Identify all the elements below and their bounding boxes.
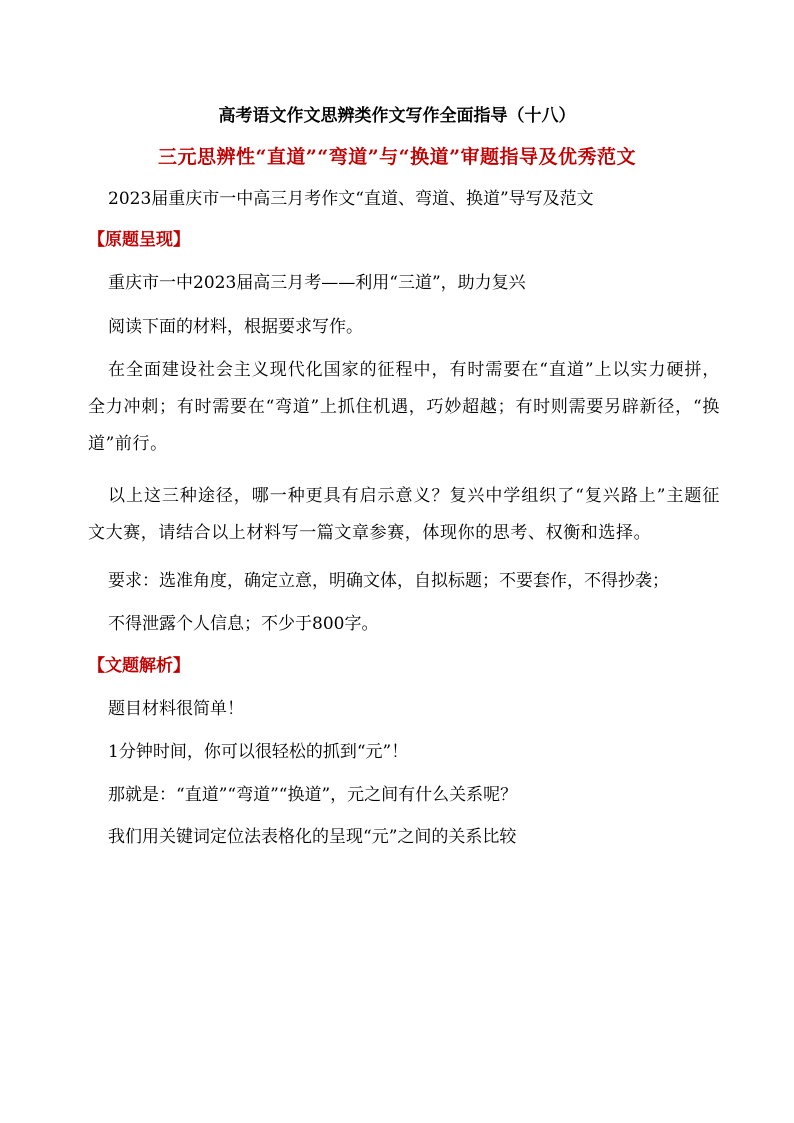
section-heading-analysis: 【文题解析】 xyxy=(88,656,190,676)
material-paragraph: 在全面建设社会主义现代化国家的征程中，有时需要在“直道”上以实力硬拼，全力冲刺；有时需要在“弯道”上抓住机遇，巧妙超越；有时则需要另辟新径，“换道”前行。 xyxy=(88,360,720,454)
analysis-line-2: 1分钟时间，你可以很轻松的抓到“元”！ xyxy=(108,742,409,762)
analysis-line-4: 我们用关键词定位法表格化的呈现“元”之间的关系比较 xyxy=(108,827,517,847)
document-title: 高考语文作文思辨类作文写作全面指导（十八） xyxy=(218,106,576,126)
analysis-line-3: 那就是：“直道”“弯道”“换道”，元之间有什么关系呢？ xyxy=(108,785,518,805)
document-subtitle: 三元思辨性“直道”“弯道”与“换道”审题指导及优秀范文 xyxy=(157,146,637,168)
intro-line: 2023届重庆市一中高三月考作文“直道、弯道、换道”导写及范文 xyxy=(108,189,594,209)
section-heading-original: 【原题呈现】 xyxy=(88,230,190,250)
requirements-line-2: 不得泄露个人信息；不少于800字。 xyxy=(108,614,379,634)
analysis-line-1: 题目材料很简单！ xyxy=(108,699,244,719)
instruction-line: 阅读下面的材料，根据要求写作。 xyxy=(108,317,363,337)
question-paragraph: 以上这三种途径，哪一种更具有启示意义？复兴中学组织了“复兴路上”主题征文大赛，请结合以上材料写一篇文章参赛，体现你的思考、权衡和选择。 xyxy=(88,486,720,543)
requirements-line-1: 要求：选准角度，确定立意，明确文体，自拟标题；不要套作，不得抄袭； xyxy=(108,571,669,591)
exam-title: 重庆市一中2023届高三月考——利用“三道”，助力复兴 xyxy=(108,273,526,293)
